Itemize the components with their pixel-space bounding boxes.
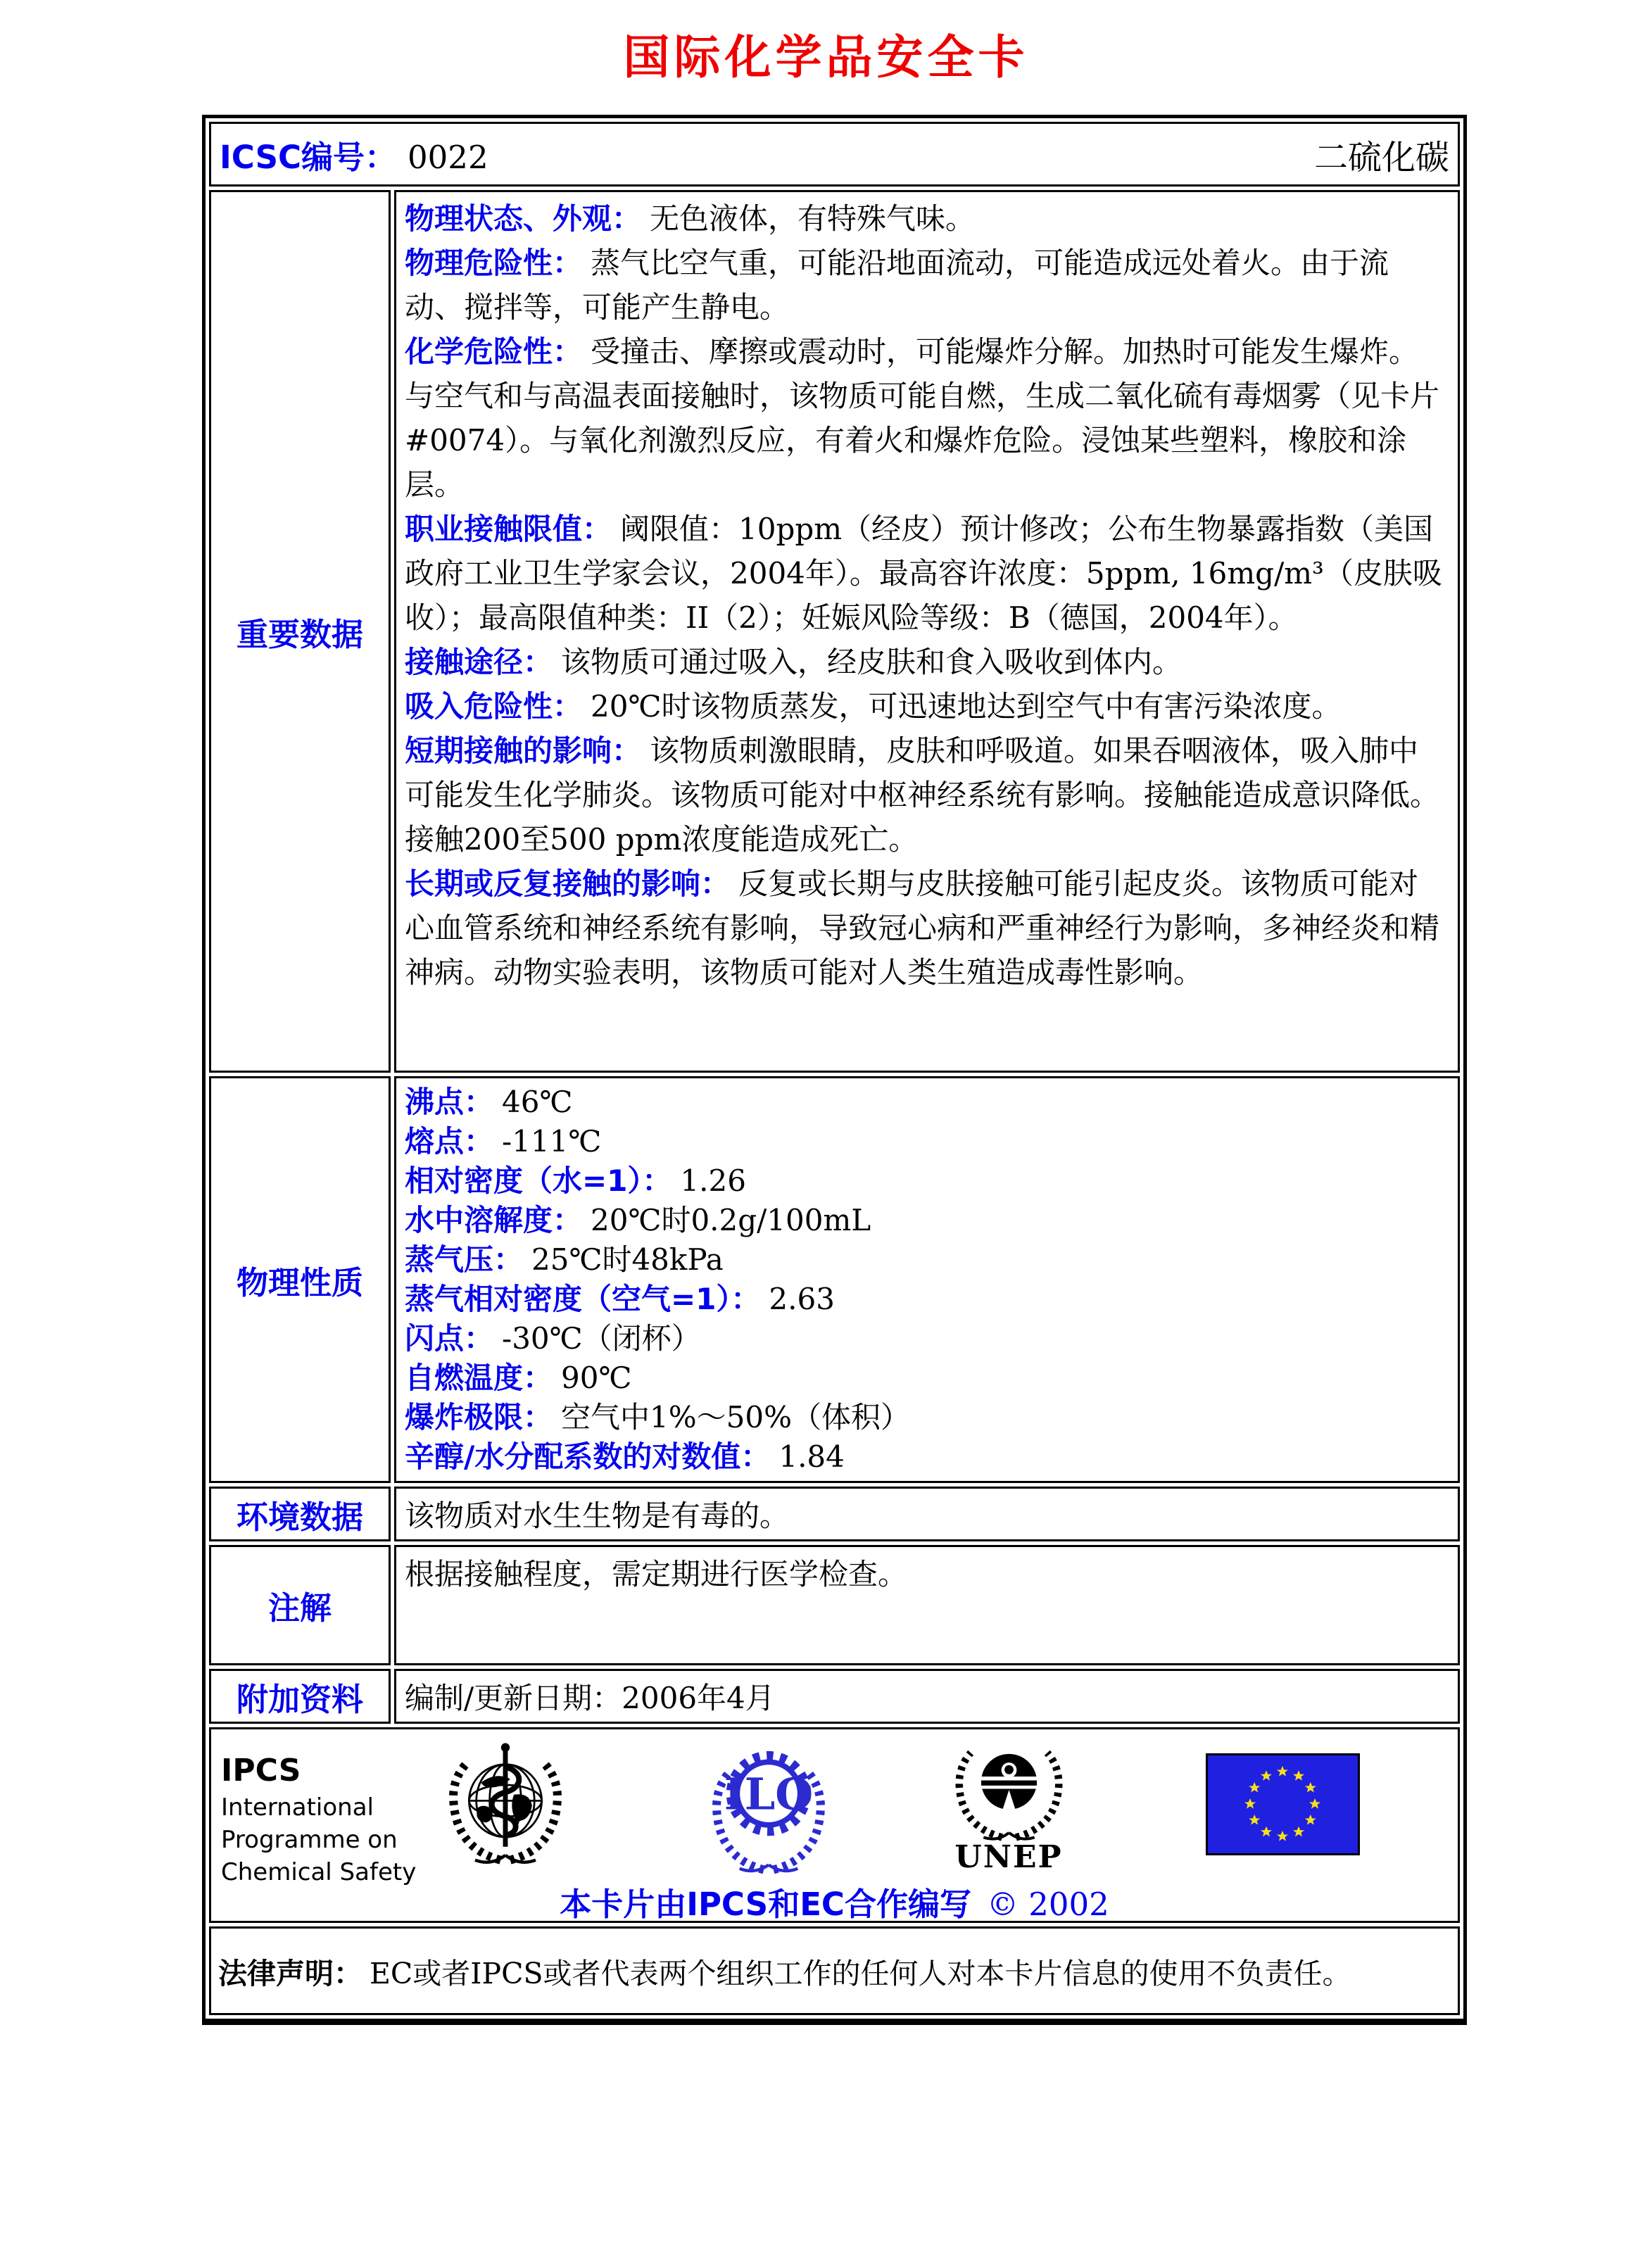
environment-label: 环境数据 — [209, 1487, 391, 1541]
environment-content: 该物质对水生生物是有毒的。 — [394, 1487, 1460, 1541]
notes-content: 根据接触程度，需定期进行医学检查。 — [394, 1545, 1460, 1665]
prop-logp: 辛醇/水分配系数的对数值： 1.84 — [405, 1439, 845, 1474]
unep-wordmark: UNEP — [954, 1839, 1063, 1875]
prop-water-solubility: 水中溶解度： 20℃时0.2g/100mL — [405, 1203, 871, 1237]
logos-row — [209, 1727, 1460, 1923]
prop-relative-density: 相对密度（水=1）： 1.26 — [405, 1163, 746, 1198]
prop-boiling-point: 沸点： 46℃ — [405, 1085, 573, 1119]
field-physical-state: 物理状态、外观： 无色液体，有特殊气味。 — [405, 201, 976, 236]
notes-label: 注解 — [209, 1545, 391, 1665]
field-physical-hazard: 物理危险性： 蒸气比空气重，可能沿地面流动，可能造成远处着火。由于流动、搅拌等，可能产生静电。 — [405, 246, 1389, 324]
footer-caption — [211, 1879, 1458, 1924]
ipcs-title: IPCS — [221, 1753, 301, 1788]
field-occupational-limits: 职业接触限值： 阈限值：10ppm（经皮）预计修改；公布生物暴露指数（美国政府工业卫生学家会议，2004年）。最高容许浓度：5ppm, 16mg/m³（皮肤吸收）；最高限值种类：II（2）；妊娠风险等级：B（德国，2004年）。 — [405, 512, 1442, 635]
ipcs-line-3: Chemical Safety — [221, 1858, 417, 1886]
header-cell — [209, 122, 1460, 187]
who-logo-icon — [445, 1734, 566, 1883]
icsc-label: ICSC编号： — [220, 138, 397, 176]
page-title: 国际化学品安全卡 — [623, 30, 1029, 84]
physical-properties-label: 物理性质 — [209, 1076, 391, 1483]
notes-row — [209, 1545, 1460, 1665]
legal-text: EC或者IPCS或者代表两个组织工作的任何人对本卡片信息的使用不负责任。 — [370, 1956, 1351, 1991]
card-table — [202, 115, 1467, 2025]
prop-flash-point: 闪点： -30℃（闭杯） — [405, 1321, 701, 1356]
additional-info-content: 编制/更新日期：2006年4月 — [394, 1669, 1460, 1724]
field-inhalation-risk: 吸入危险性： 20℃时该物质蒸发，可迅速地达到空气中有害污染浓度。 — [405, 689, 1342, 724]
legal-row — [209, 1926, 1460, 2015]
additional-info-row — [209, 1669, 1460, 1724]
field-long-term-effects: 长期或反复接触的影响： 反复或长期与皮肤接触可能引起皮炎。该物质可能对心血管系统和神经系统有影响，导致冠心病和严重神经行为影响，多神经炎和精神病。动物实验表明，该物质可能对人类生殖造成毒性影响。 — [405, 866, 1440, 990]
important-data-row — [209, 190, 1460, 1073]
ilo-letters: ILO — [724, 1768, 814, 1820]
prop-vapor-density: 蒸气相对密度（空气=1）： 2.63 — [405, 1282, 835, 1316]
prop-vapor-pressure: 蒸气压： 25℃时48kPa — [405, 1242, 724, 1277]
prop-melting-point: 熔点： -111℃ — [405, 1124, 602, 1159]
physical-properties-content — [394, 1076, 1460, 1483]
field-chemical-hazard: 化学危险性： 受撞击、摩擦或震动时，可能爆炸分解。加热时可能发生爆炸。与空气和与高温表面接触时，该物质可能自燃，生成二氧化硫有毒烟雾（见卡片#0074）。与氧化剂激烈反应，有着火和爆炸危险。浸蚀某些塑料，橡胶和涂层。 — [405, 334, 1440, 502]
unep-logo-icon — [949, 1731, 1068, 1875]
ipcs-line-2: Programme on — [221, 1826, 398, 1854]
eu-flag-icon — [1206, 1753, 1360, 1858]
chemical-name: 二硫化碳 — [1313, 137, 1449, 177]
logos-cell — [209, 1727, 1460, 1923]
important-data-content — [394, 190, 1460, 1073]
field-exposure-routes: 接触途径： 该物质可通过吸入，经皮肤和食入吸收到体内。 — [405, 645, 1183, 679]
legal-label: 法律声明： — [218, 1956, 362, 1991]
additional-info-label: 附加资料 — [209, 1669, 391, 1724]
icsc-number-group — [220, 132, 488, 177]
caption-main: 本卡片由IPCS和EC合作编写 — [560, 1886, 971, 1923]
prop-autoignition-temp: 自燃温度： 90℃ — [405, 1361, 632, 1395]
legal-cell — [209, 1926, 1460, 2015]
important-data-label: 重要数据 — [209, 190, 391, 1073]
icsc-number: 0022 — [408, 138, 488, 176]
ipcs-text-block — [221, 1750, 416, 1888]
ipcs-line-1: International — [221, 1793, 374, 1822]
prop-explosive-limits: 爆炸极限： 空气中1%～50%（体积） — [405, 1400, 910, 1434]
physical-properties-row — [209, 1076, 1460, 1483]
field-short-term-effects: 短期接触的影响： 该物质刺激眼睛，皮肤和呼吸道。如果吞咽液体，吸入肺中可能发生化学肺炎。该物质可能对中枢神经系统有影响。接触能造成意识降低。接触200至500 ppm浓度能造成死亡。 — [405, 733, 1440, 857]
caption-copyright: © 2002 — [986, 1886, 1109, 1923]
header-row — [209, 122, 1460, 187]
environment-row — [209, 1487, 1460, 1541]
ilo-logo-icon — [708, 1736, 829, 1880]
